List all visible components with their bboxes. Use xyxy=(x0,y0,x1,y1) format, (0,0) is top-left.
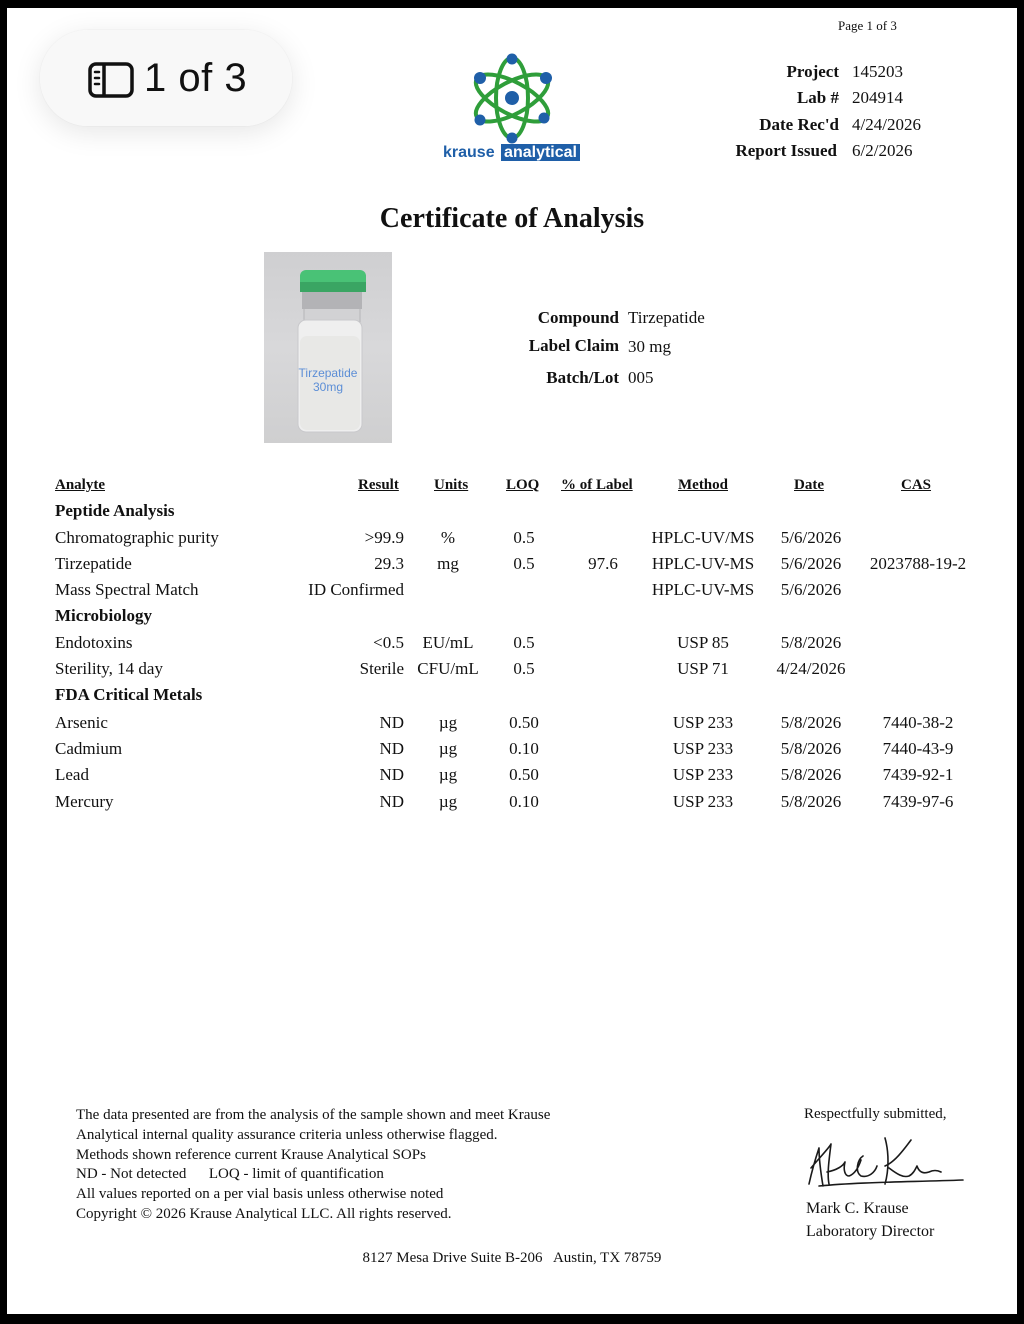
signer-title: Laboratory Director xyxy=(806,1223,935,1240)
vial-label-name: Tirzepatide xyxy=(298,366,358,380)
cell-method: HPLC-UV-MS xyxy=(651,580,755,599)
cell-method: USP 71 xyxy=(677,659,729,678)
header-loq: LOQ xyxy=(506,477,540,493)
cell-result: ND xyxy=(379,739,404,758)
cell-method: USP 85 xyxy=(677,633,729,652)
cell-analyte: Lead xyxy=(55,765,89,784)
cell-date: 5/8/2026 xyxy=(780,739,842,758)
batch-lot-value: 005 xyxy=(628,368,654,387)
atom-logo-icon xyxy=(437,48,587,148)
page-indicator[interactable] xyxy=(40,30,292,126)
vial-icon xyxy=(264,252,392,443)
respectfully-submitted: Respectfully submitted, xyxy=(804,1106,947,1122)
header-method: Method xyxy=(678,477,728,493)
header-date: Date xyxy=(794,477,824,493)
cell-cas: 7440-43-9 xyxy=(882,739,954,758)
header-cas: CAS xyxy=(901,477,932,493)
document-title: Certificate of Analysis xyxy=(379,203,645,234)
cell-units: EU/mL xyxy=(422,633,474,652)
lab-number-value: 204914 xyxy=(852,88,903,107)
cell-loq: 0.5 xyxy=(513,528,535,547)
cell-method: HPLC-UV/MS xyxy=(651,528,755,547)
sidebar-pages-icon xyxy=(88,62,134,98)
section-peptide-analysis: Peptide Analysis xyxy=(55,501,175,520)
cell-method: USP 233 xyxy=(672,765,734,784)
cell-units: µg xyxy=(438,739,458,758)
cell-result: >99.9 xyxy=(364,528,404,547)
cell-loq: 0.5 xyxy=(513,633,535,652)
cell-analyte: Mercury xyxy=(55,792,114,811)
cell-units: µg xyxy=(438,713,458,732)
cell-method: USP 233 xyxy=(672,739,734,758)
lab-address: 8127 Mesa Drive Suite B-206 Austin, TX 78759 xyxy=(362,1250,662,1266)
header-result: Result xyxy=(358,477,399,493)
footer-line: Methods shown reference current Krause Analytical SOPs xyxy=(76,1146,426,1163)
cell-date: 5/6/2026 xyxy=(780,580,842,599)
cell-method: USP 233 xyxy=(672,792,734,811)
report-issued-label: Report Issued xyxy=(735,141,837,160)
cell-method: HPLC-UV-MS xyxy=(651,554,755,573)
cell-units: CFU/mL xyxy=(417,659,479,678)
cell-loq: 0.10 xyxy=(509,739,539,758)
vial-label-dose: 30mg xyxy=(312,380,344,394)
cell-loq: 0.50 xyxy=(509,713,539,732)
cell-analyte: Endotoxins xyxy=(55,633,133,652)
footer-line: Copyright © 2026 Krause Analytical LLC. All rights reserved. xyxy=(76,1205,452,1222)
cell-date: 5/8/2026 xyxy=(780,713,842,732)
date-received-value: 4/24/2026 xyxy=(852,115,921,134)
cell-date: 5/8/2026 xyxy=(780,633,842,652)
section-microbiology: Microbiology xyxy=(55,606,152,625)
lab-number-label: Lab # xyxy=(796,88,839,107)
cell-result: <0.5 xyxy=(373,633,404,652)
lab-logo xyxy=(437,48,587,172)
header-units: Units xyxy=(434,477,469,493)
cell-analyte: Sterility, 14 day xyxy=(55,659,163,678)
cell-date: 5/8/2026 xyxy=(780,792,842,811)
cell-pct: 97.6 xyxy=(588,554,618,573)
signer-name: Mark C. Krause xyxy=(806,1200,909,1217)
cell-cas: 2023788-19-2 xyxy=(869,554,967,573)
cell-result: ID Confirmed xyxy=(308,580,404,599)
cell-date: 5/8/2026 xyxy=(780,765,842,784)
footer-line: Analytical internal quality assurance criteria unless otherwise flagged. xyxy=(76,1126,498,1143)
cell-date: 5/6/2026 xyxy=(780,528,842,547)
cell-method: USP 233 xyxy=(672,713,734,732)
footer-line: All values reported on a per vial basis unless otherwise noted xyxy=(76,1186,444,1203)
section-fda-critical-metals: FDA Critical Metals xyxy=(55,685,203,704)
logo-word-analytical: analytical xyxy=(501,144,580,161)
label-claim-value: 30 mg xyxy=(628,337,671,356)
cell-units: µg xyxy=(438,792,458,811)
report-issued-value: 6/2/2026 xyxy=(852,141,913,160)
header-pct-label: % of Label xyxy=(561,477,633,493)
cell-loq: 0.5 xyxy=(513,554,535,573)
vial-photo xyxy=(264,252,392,443)
date-received-label: Date Rec'd xyxy=(759,115,839,134)
batch-lot-label: Batch/Lot xyxy=(546,368,619,387)
compound-label: Compound xyxy=(537,308,619,327)
header-analyte: Analyte xyxy=(55,477,105,493)
footer-line: ND - Not detected LOQ - limit of quantification xyxy=(76,1166,384,1183)
cell-result: ND xyxy=(379,792,404,811)
project-value: 145203 xyxy=(852,62,903,81)
footer-notes xyxy=(76,1106,550,1225)
cell-analyte: Tirzepatide xyxy=(55,554,132,573)
project-label: Project xyxy=(786,62,839,81)
cell-cas: 7440-38-2 xyxy=(882,713,954,732)
cell-analyte: Mass Spectral Match xyxy=(55,580,199,599)
cell-analyte: Cadmium xyxy=(55,739,123,758)
page-number: Page 1 of 3 xyxy=(838,18,897,33)
cell-date: 4/24/2026 xyxy=(776,659,846,678)
cell-date: 5/6/2026 xyxy=(780,554,842,573)
logo-word-krause: krause xyxy=(443,144,495,161)
signature-icon xyxy=(799,1126,969,1198)
cell-cas: 7439-92-1 xyxy=(882,765,954,784)
cell-units: % xyxy=(440,528,456,547)
cell-loq: 0.5 xyxy=(513,659,535,678)
cell-cas: 7439-97-6 xyxy=(882,792,954,811)
cell-result: Sterile xyxy=(359,659,404,678)
cell-result: ND xyxy=(379,765,404,784)
label-claim-label: Label Claim xyxy=(528,336,619,355)
cell-analyte: Chromatographic purity xyxy=(55,528,219,547)
footer-line: The data presented are from the analysis of the sample shown and meet Krause xyxy=(76,1107,551,1123)
cell-units: mg xyxy=(437,554,459,573)
cell-result: ND xyxy=(379,713,404,732)
cell-units: µg xyxy=(438,765,458,784)
cell-result: 29.3 xyxy=(374,554,404,573)
page-indicator-label: 1 of 3 xyxy=(144,56,248,100)
cell-loq: 0.10 xyxy=(509,792,539,811)
cell-analyte: Arsenic xyxy=(55,713,108,732)
cell-loq: 0.50 xyxy=(509,765,539,784)
compound-value: Tirzepatide xyxy=(628,308,705,327)
document-page xyxy=(7,8,1017,1314)
